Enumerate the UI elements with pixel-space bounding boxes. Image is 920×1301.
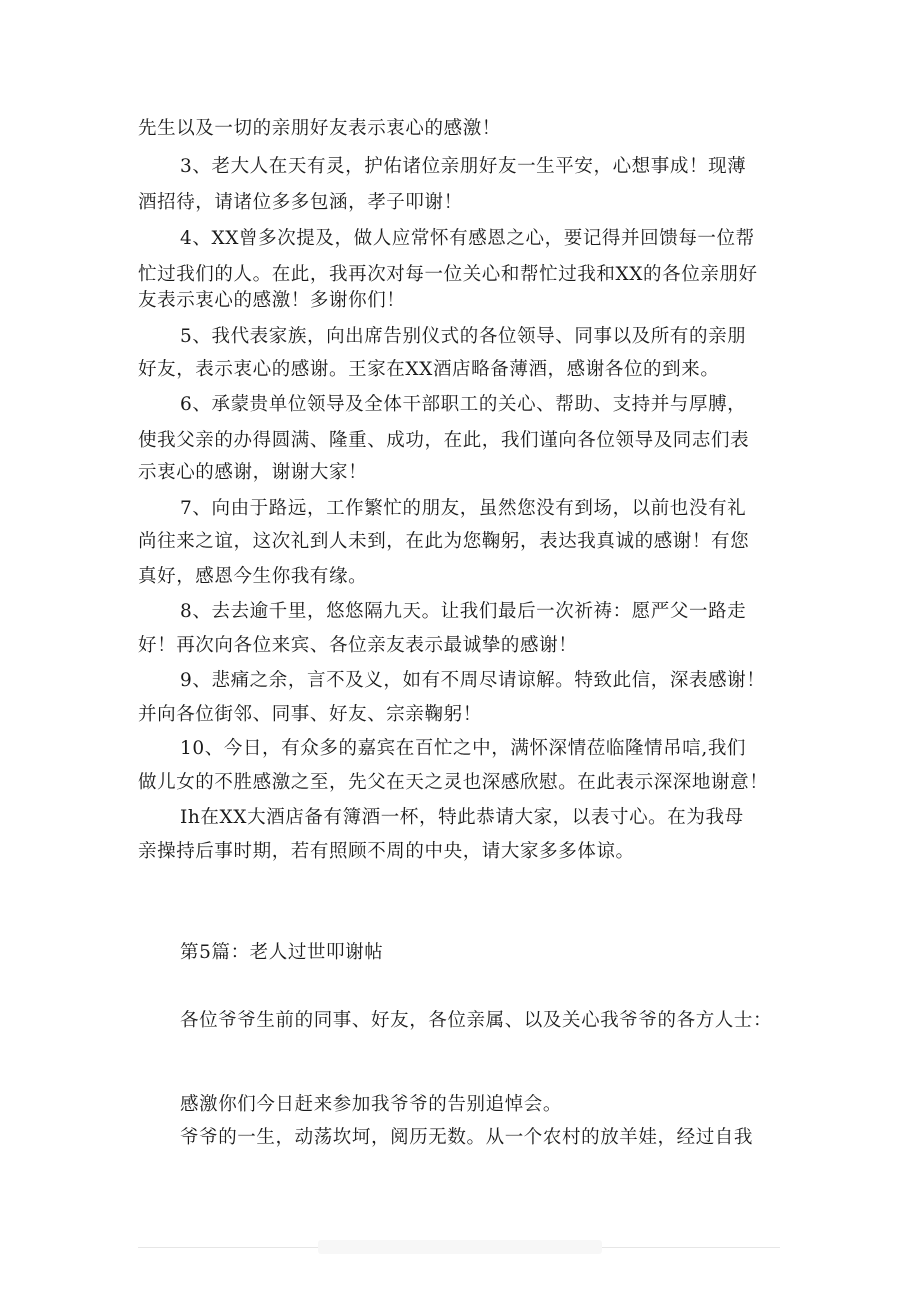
text-line: 尚往来之谊，这次礼到人未到，在此为您鞠躬，表达我真诚的感谢！有您 <box>138 531 750 552</box>
text-line: 6、承蒙贵单位领导及全体干部职工的关心、帮助、支持并与厚膊， <box>180 394 747 415</box>
text-line: Ih在XX大酒店备有簿酒一杯，特此恭请大家，以表寸心。在为我母 <box>180 807 744 828</box>
text-line: 做儿女的不胜感激之至，先父在天之灵也深感欣慰。在此表示深深地谢意！ <box>138 772 769 793</box>
text-line: 8、去去逾千里，悠悠隔九天。让我们最后一次祈祷：愿严父一路走 <box>180 601 747 622</box>
text-line: 友表示衷心的感激！多谢你们！ <box>138 290 406 311</box>
text-line: 真好，感恩今生你我有缘。 <box>138 566 368 587</box>
text-line: 各位爷爷生前的同事、好友，各位亲属、以及关心我爷爷的各方人士： <box>180 1010 773 1031</box>
text-line: 5、我代表家族，向出席告别仪式的各位领导、同事以及所有的亲朋 <box>180 326 747 347</box>
text-line: 感激你们今日赶来参加我爷爷的告别追悼会。 <box>180 1094 563 1115</box>
text-line: 10、今日，有众多的嘉宾在百忙之中，满怀深情莅临隆情吊唁,我们 <box>180 738 747 759</box>
text-line: 7、向由于路远，工作繁忙的朋友，虽然您没有到场，以前也没有礼 <box>180 498 747 519</box>
text-line: 并向各位街邻、同事、好友、宗亲鞠躬！ <box>138 704 482 725</box>
section-heading: 第5篇：老人过世叩谢帖 <box>180 942 384 963</box>
text-line: 示衷心的感谢，谢谢大家！ <box>138 462 368 483</box>
text-line: 4、XX曾多次提及，做人应常怀有感恩之心，要记得并回馈每一位帮 <box>180 228 755 249</box>
text-line: 先生以及一切的亲朋好友表示衷心的感激！ <box>138 118 501 139</box>
text-line: 9、悲痛之余，言不及义，如有不周尽请谅解。特致此信，深表感谢！ <box>180 670 766 691</box>
text-line: 使我父亲的办得圆满、隆重、成功，在此，我们谨向各位领导及同志们表 <box>138 430 750 451</box>
text-line: 好友，表示衷心的感谢。王家在XX酒店略备薄酒，感谢各位的到来。 <box>138 359 720 380</box>
footer-decoration <box>318 1240 602 1254</box>
text-line: 好！再次向各位来宾、各位亲友表示最诚挚的感谢！ <box>138 635 578 656</box>
text-line: 3、老大人在天有灵，护佑诸位亲朋好友一生平安，心想事成！现薄 <box>180 156 747 177</box>
text-line: 爷爷的一生，动荡坎坷，阅历无数。从一个农村的放羊娃，经过自我 <box>180 1127 754 1148</box>
text-line: 忙过我们的人。在此，我再次对每一位关心和帮忙过我和XX的各位亲朋好 <box>138 264 758 285</box>
text-line: 亲操持后事时期，若有照顾不周的中央，请大家多多体谅。 <box>138 841 635 862</box>
text-line: 酒招待，请诸位多多包涵，孝子叩谢！ <box>138 192 463 213</box>
